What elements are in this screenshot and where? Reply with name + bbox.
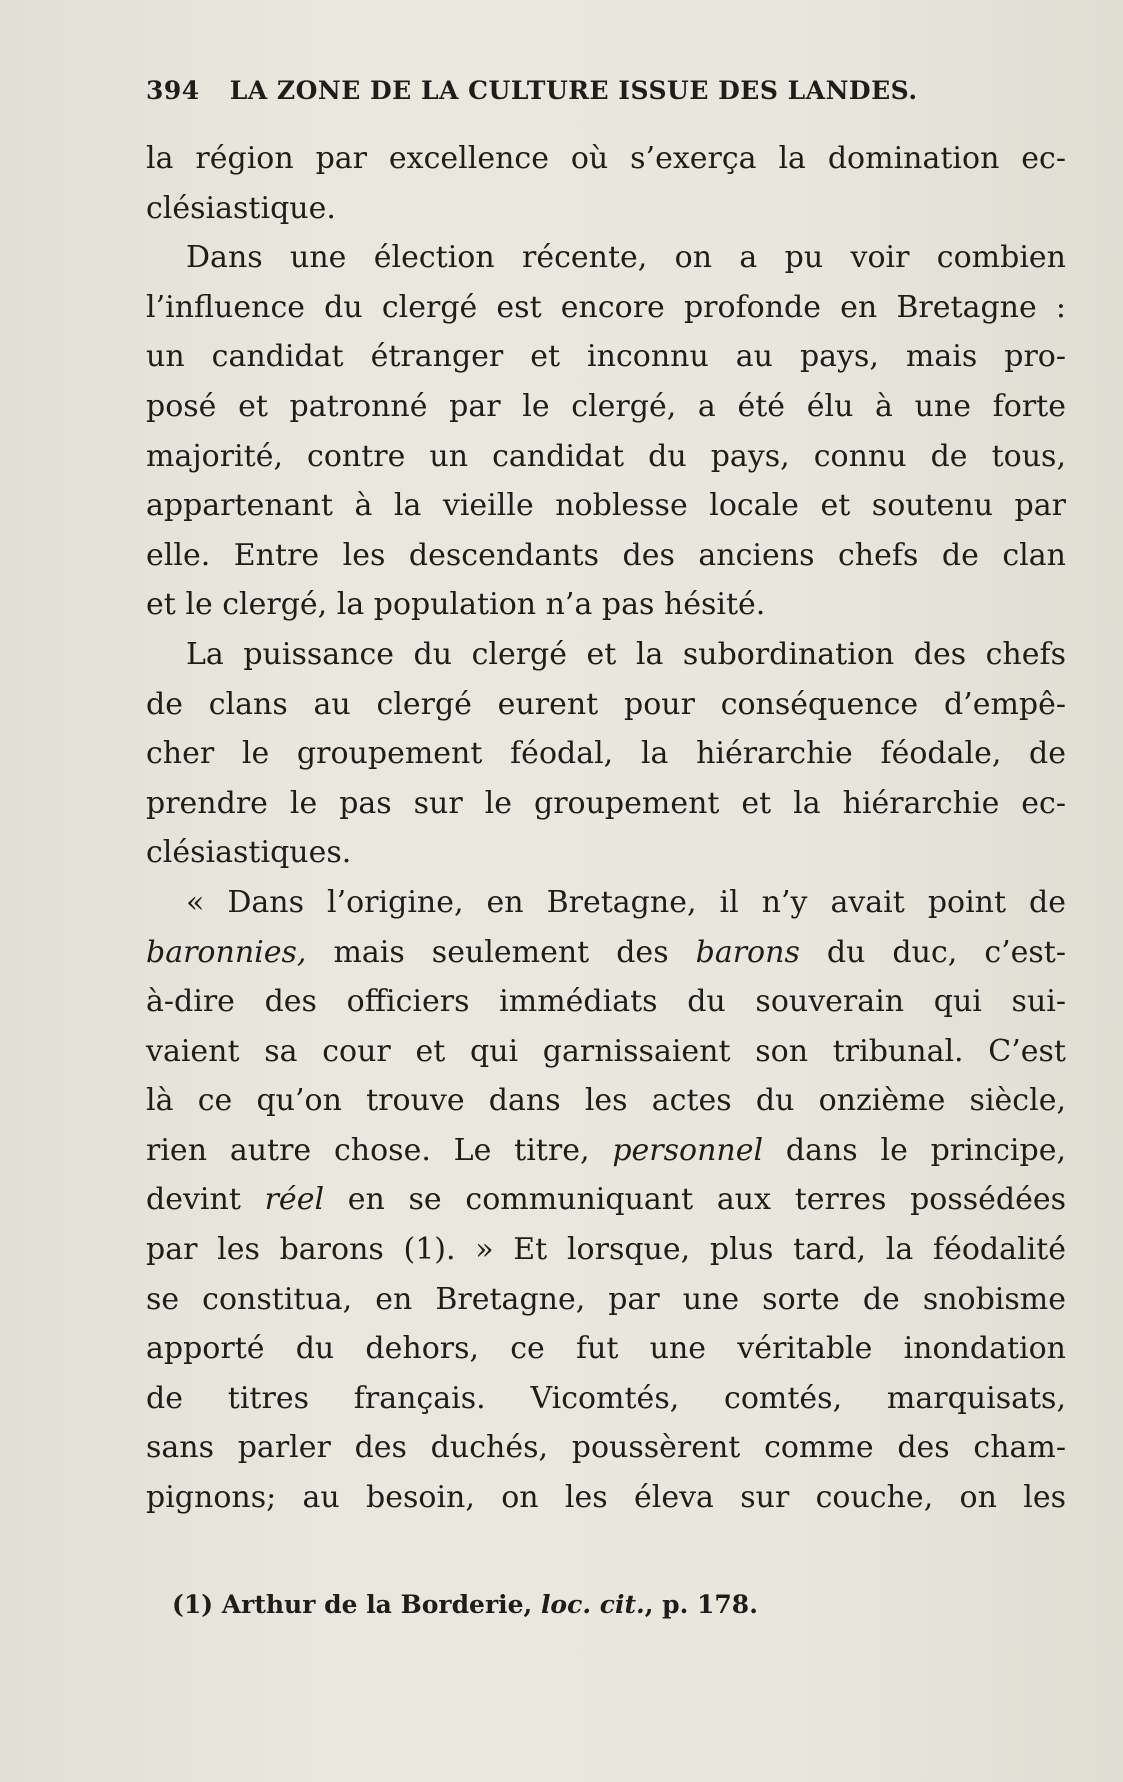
text-line: majorité, contre un candidat du pays, connu de tous, (146, 438, 1066, 474)
running-header (146, 70, 996, 112)
footnote: (1) Arthur de la Borderie, loc. cit., p. 178. (172, 1590, 758, 1619)
text-line: de titres français. Vicomtés, comtés, marquisats, (146, 1380, 1066, 1416)
text-line: clésiastique. (146, 190, 336, 226)
text-line: posé et patronné par le clergé, a été élu à une forte (146, 388, 1066, 424)
text-line: pignons; au besoin, on les éleva sur couche, on les (146, 1480, 1066, 1516)
text-line: rien autre chose. Le titre, personnel dans le principe, (146, 1132, 1066, 1168)
body-text (146, 134, 1066, 1534)
text-line: prendre le pas sur le groupement et la hiérarchie ec- (146, 785, 1066, 821)
text-line: elle. Entre les descendants des anciens chefs de clan (146, 537, 1066, 573)
text-line: par les barons (1). » Et lorsque, plus tard, la féodalité (146, 1232, 1066, 1268)
italic-word: réel (264, 1182, 325, 1218)
text-line: à-dire des officiers immédiats du souverain qui sui- (146, 984, 1066, 1020)
text-line: baronnies, mais seulement des barons du duc, c’est- (146, 934, 1067, 970)
text-line: là ce qu’on trouve dans les actes du onzième siècle, (146, 1083, 1066, 1119)
text-line: appartenant à la vieille noblesse locale et soutenu par (146, 488, 1066, 524)
italic-word: barons (695, 934, 800, 970)
italic-word: baronnies, (146, 934, 307, 970)
text-line: cher le groupement féodal, la hiérarchie féodale, de (146, 736, 1066, 772)
page-number: 394 (146, 76, 200, 105)
footnote-italic: loc. cit. (540, 1590, 645, 1619)
italic-word: personnel (612, 1132, 764, 1168)
text-line: un candidat étranger et inconnu au pays, mais pro- (146, 339, 1066, 375)
text-line: vaient sa cour et qui garnissaient son tribunal. C’est (146, 1033, 1066, 1069)
text-line: l’influence du clergé est encore profonde en Bretagne : (146, 289, 1066, 325)
text-line: La puissance du clergé et la subordination des chefs (186, 636, 1066, 672)
text-line: devint réel en se communiquant aux terres possédées (146, 1182, 1066, 1218)
text-line: de clans au clergé eurent pour conséquence d’empê- (146, 686, 1066, 722)
text-line: sans parler des duchés, poussèrent comme des cham- (146, 1430, 1066, 1466)
text-line: Dans une élection récente, on a pu voir combien (186, 240, 1066, 276)
text-line: la région par excellence où s’exerça la domination ec- (146, 141, 1066, 176)
text-line: et le clergé, la population n’a pas hésité. (146, 587, 766, 623)
text-line: se constitua, en Bretagne, par une sorte de snobisme (146, 1281, 1066, 1317)
running-title: LA ZONE DE LA CULTURE ISSUE DES LANDES. (229, 76, 918, 105)
text-line: apporté du dehors, ce fut une véritable inondation (146, 1331, 1066, 1367)
text-line: « Dans l’origine, en Bretagne, il n’y avait point de (186, 884, 1066, 920)
text-line: clésiastiques. (146, 835, 352, 871)
